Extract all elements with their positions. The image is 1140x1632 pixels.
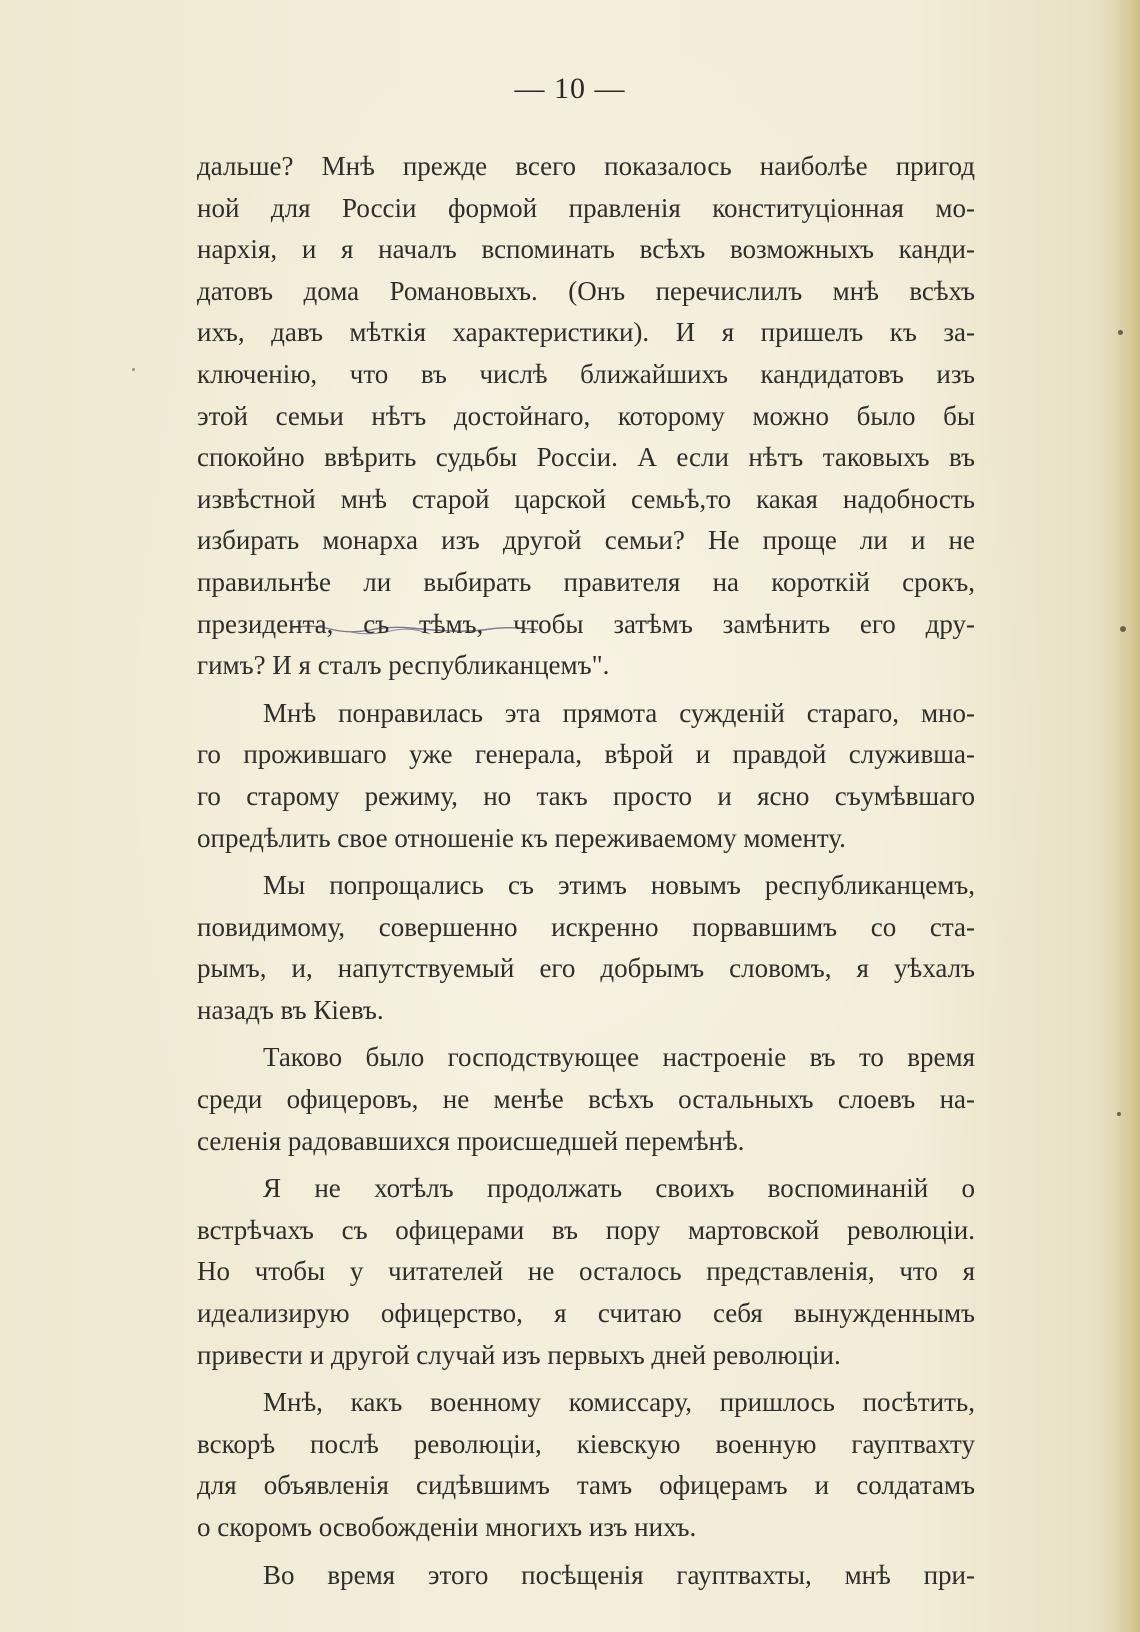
- text-line: идеализирую офицерство, я считаю себя вынужденнымъ: [197, 1298, 975, 1329]
- text-line: ихъ, давъ мѣткія характеристики). И я пришелъ къ за-: [197, 317, 975, 348]
- text-line: ключенію, что въ числѣ ближайшихъ кандидатовъ изъ: [197, 358, 975, 389]
- text-line: селенія радовавшихся происшедшей перемѣнѣ.: [197, 1125, 745, 1156]
- text-line: встрѣчахъ съ офицерами въ пору мартовской революціи.: [197, 1214, 975, 1245]
- text-line: назадъ въ Кіевъ.: [197, 994, 384, 1025]
- text-line: Во время этого посѣщенія гауптвахты, мнѣ при-: [263, 1559, 975, 1590]
- text-line: датовъ дома Романовыхъ. (Онъ перечислилъ мнѣ всѣхъ: [197, 275, 975, 306]
- text-line: рымъ, и, напутствуемый его добрымъ словомъ, я уѣхалъ: [197, 953, 975, 984]
- paragraph: [197, 1382, 975, 1548]
- paper-speck: [1120, 626, 1126, 632]
- paragraph: [197, 1037, 975, 1162]
- text-line: го прожившаго уже генерала, вѣрой и правдой служивша-: [197, 739, 975, 770]
- text-line: среди офицеровъ, не менѣе всѣхъ остальныхъ слоевъ на-: [197, 1084, 975, 1115]
- text-line: дальше? Мнѣ прежде всего показалось наиболѣе пригод: [197, 151, 975, 181]
- text-line: правильнѣе ли выбирать правителя на короткій срокъ,: [197, 566, 975, 597]
- text-line: гимъ? И я сталъ республиканцемъ".: [197, 650, 610, 681]
- text-line: для объявленія сидѣвшимъ тамъ офицерамъ и солдатамъ: [197, 1470, 975, 1501]
- paper-speck: [1117, 1112, 1121, 1116]
- page-edge-shadow: [1114, 0, 1140, 1632]
- paper-speck: [132, 368, 135, 371]
- text-line: опредѣлить свое отношеніе къ переживаемому моменту.: [197, 822, 846, 853]
- text-line: этой семьи нѣтъ достойнаго, которому можно было бы: [197, 400, 975, 431]
- text-line: нархія, и я началъ вспоминать всѣхъ возможныхъ канди-: [197, 234, 975, 265]
- text-line: Мнѣ, какъ военному комиссару, пришлось посѣтить,: [263, 1387, 975, 1418]
- text-line: избирать монарха изъ другой семьи? Не проще ли и не: [197, 525, 975, 556]
- text-line: Но чтобы у читателей не осталось представленія, что я: [197, 1256, 975, 1287]
- text-line: вскорѣ послѣ революціи, кіевскую военную гауптвахту: [197, 1428, 975, 1459]
- text-line: Таково было господствующее настроеніе въ то время: [263, 1042, 975, 1073]
- text-line: Мнѣ понравилась эта прямота сужденій стараго, мно-: [263, 697, 975, 728]
- text-line: Мы попрощались съ этимъ новымъ республиканцемъ,: [263, 870, 975, 901]
- text-line: извѣстной мнѣ старой царской семьѣ,то какая надобность: [197, 483, 975, 514]
- paragraph: [197, 146, 975, 687]
- paragraph: [197, 865, 975, 1031]
- body-text: [197, 146, 975, 1596]
- paragraph: [197, 693, 975, 859]
- paragraph: [197, 1168, 975, 1376]
- text-line: ной для Россіи формой правленія конституціонная мо-: [197, 192, 975, 223]
- text-line: повидимому, совершенно искренно порвавшимъ со ста-: [197, 911, 975, 942]
- text-line: Я не хотѣлъ продолжать своихъ воспоминаній о: [263, 1173, 975, 1204]
- text-line: го старому режиму, но такъ просто и ясно съумѣвшаго: [197, 780, 975, 811]
- text-line: президента, съ тѣмъ, чтобы затѣмъ замѣнить его дру-: [197, 608, 975, 639]
- paper-speck: [1118, 330, 1123, 335]
- paragraph: [197, 1555, 975, 1597]
- page-number: — 10 —: [514, 72, 626, 105]
- text-line: привести и другой случай изъ первыхъ дней революціи.: [197, 1339, 841, 1370]
- text-line: спокойно ввѣрить судьбы Россіи. А если нѣтъ таковыхъ въ: [197, 442, 975, 473]
- text-line: о скоромъ освобожденіи многихъ изъ нихъ.: [197, 1512, 697, 1542]
